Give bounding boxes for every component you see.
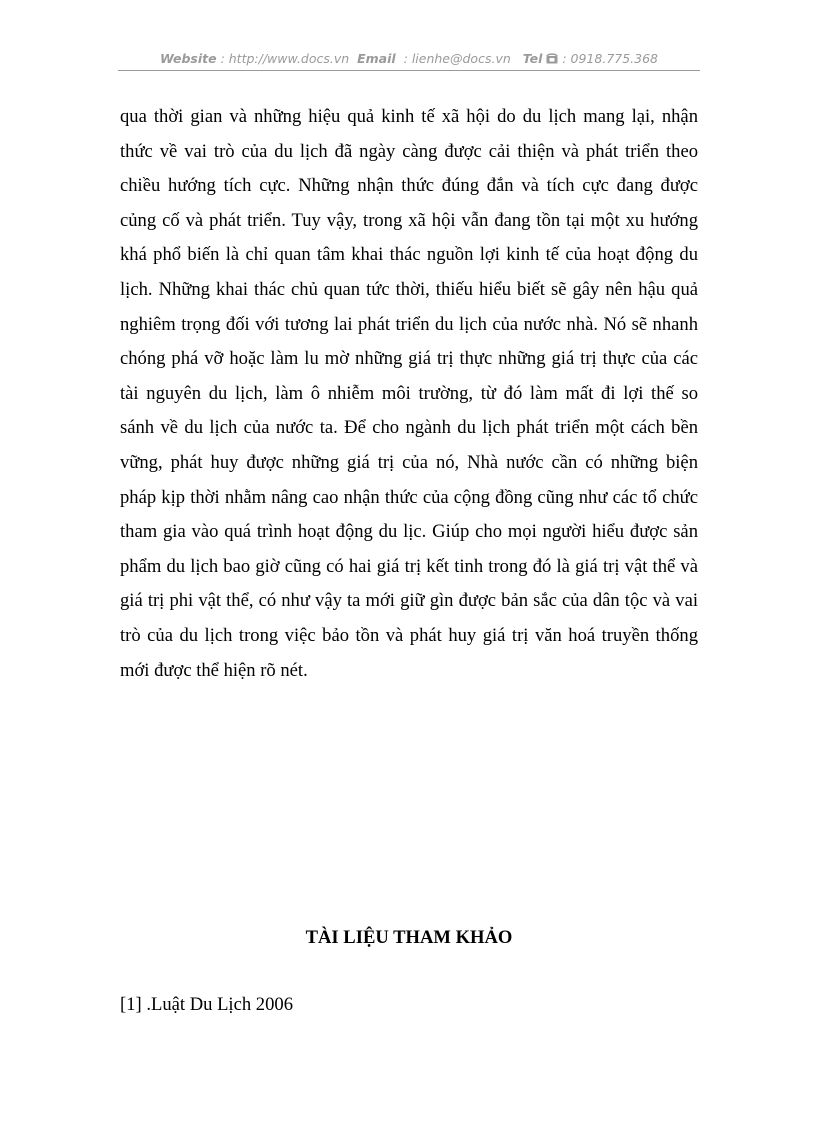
paragraph-line: chóng phá vỡ hoặc làm lu mờ những giá trị thực những giá trị thực của các [120, 348, 698, 370]
paragraph-line: phẩm du lịch bao giờ cũng có hai giá trị kết tinh trong đó là giá trị vật thể và [120, 555, 698, 577]
paragraph-line: trò của du lịch trong việc bảo tồn và phát huy giá trị văn hoá truyền thống [120, 624, 698, 646]
website-value[interactable]: : http://www.docs.vn [220, 51, 350, 66]
email-value[interactable]: : lienhe@docs.vn [403, 51, 511, 66]
email-label: Email [357, 51, 396, 66]
paragraph-line: khá phổ biến là chỉ quan tâm khai thác nguồn lợi kinh tế của hoạt động du [120, 244, 698, 266]
paragraph-line: chiều hướng tích cực. Những nhận thức đúng đắn và tích cực đang được [120, 175, 698, 197]
paragraph-line: lịch. Những khai thác chủ quan tức thời, thiếu hiểu biết sẽ gây nên hậu quả [120, 278, 698, 300]
paragraph-line: tài nguyên du lịch, làm ô nhiễm môi trường, từ đó làm mất đi lợi thế so [120, 382, 698, 404]
body-paragraph [120, 100, 698, 688]
header-divider [118, 70, 700, 71]
paragraph-line: vững, phát huy được những giá trị của nó, Nhà nước cần có những biện [120, 451, 698, 473]
reference-text: .Luật Du Lịch 2006 [141, 994, 293, 1015]
tel-label: Tel [522, 51, 543, 66]
website-label: Website [159, 51, 217, 66]
references-title: TÀI LIỆU THAM KHẢO [305, 927, 513, 948]
paragraph-line: qua thời gian và những hiệu quả kinh tế xã hội do du lịch mang lại, nhận [120, 106, 698, 127]
reference-item [120, 993, 293, 1017]
paragraph-line: tham gia vào quá trình hoạt động du lịc. Giúp cho mọi người hiểu được sản [120, 521, 698, 543]
paragraph-line: sánh về du lịch của nước ta. Để cho ngành du lịch phát triển một cách bền [120, 417, 698, 439]
paragraph-line: củng cố và phát triển. Tuy vậy, trong xã hội vẫn đang tồn tại một xu hướng [120, 209, 698, 231]
tel-value: : 0918.775.368 [562, 51, 659, 66]
phone-icon [546, 51, 562, 66]
paragraph-line: pháp kịp thời nhằm nâng cao nhận thức của cộng đồng cũng như các tổ chức [120, 486, 698, 508]
page-header [118, 50, 700, 70]
paragraph-line: nghiêm trọng đối với tương lai phát triển du lịch của nước nhà. Nó sẽ nhanh [120, 313, 698, 335]
paragraph-line: thức về vai trò của du lịch đã ngày càng được cải thiện và phát triển theo [120, 140, 698, 162]
paragraph-line: giá trị phi vật thể, có như vậy ta mới giữ gìn được bản sắc của dân tộc và vai [120, 590, 698, 612]
reference-number: [1] [120, 994, 142, 1015]
paragraph-line: mới được thể hiện rõ nét. [120, 659, 308, 681]
